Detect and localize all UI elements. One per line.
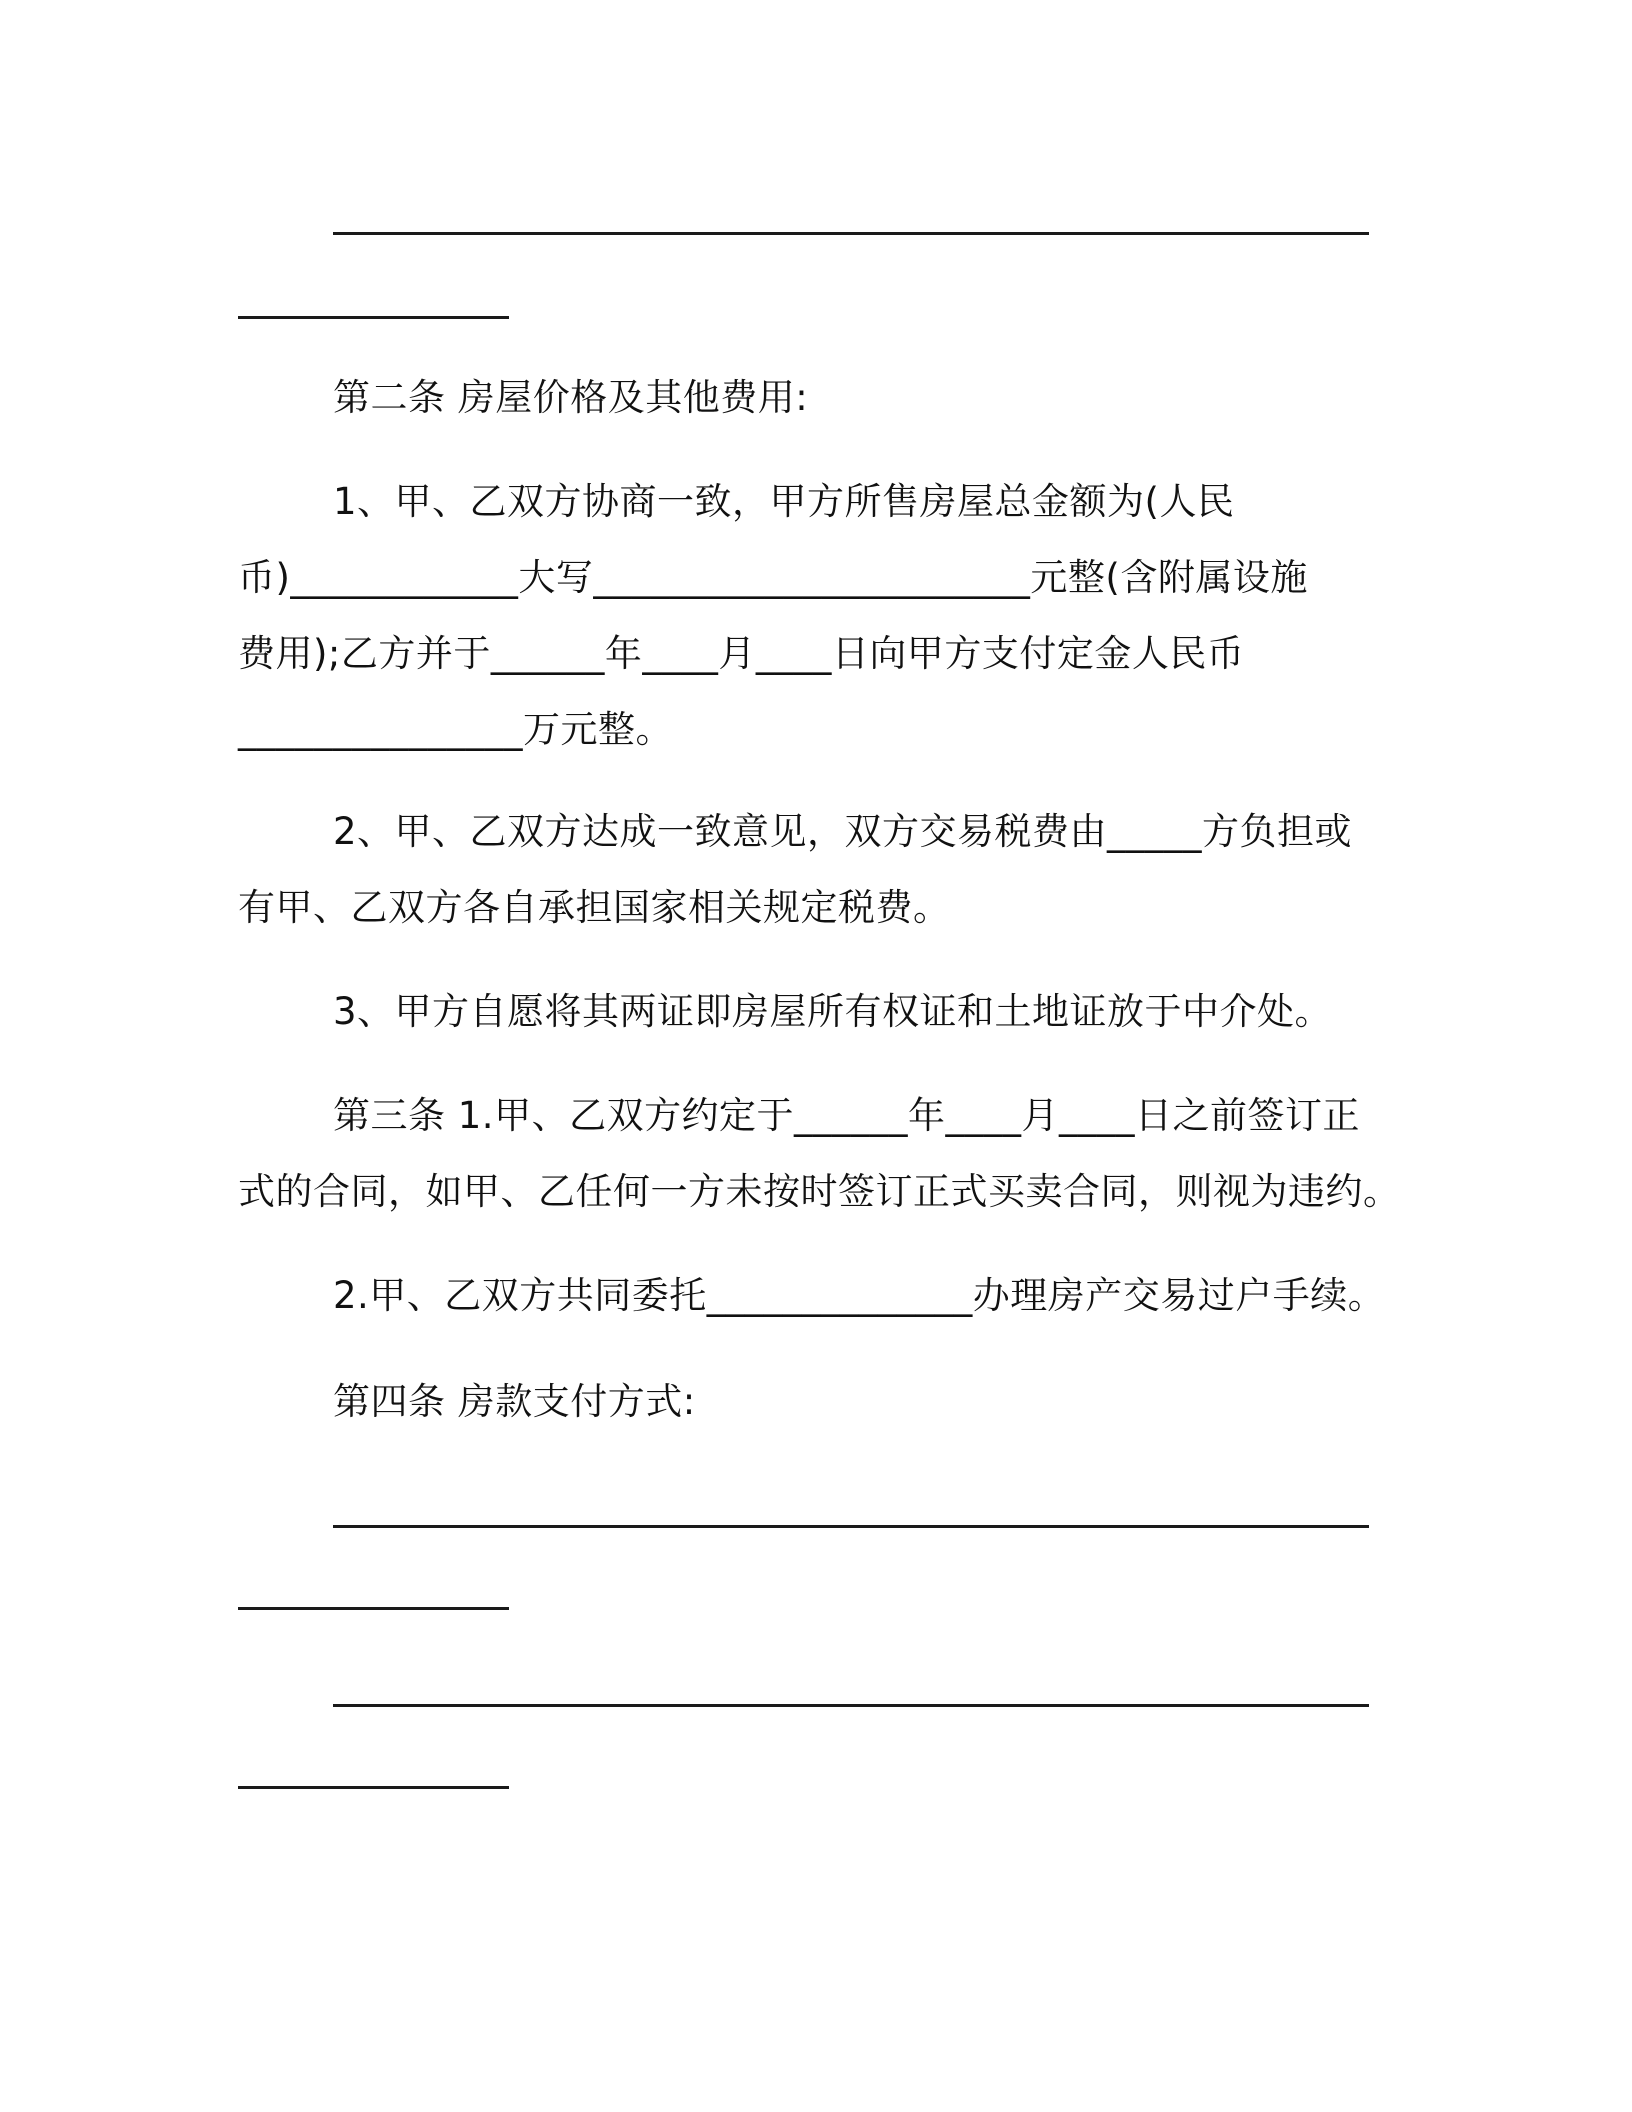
blank-line-1-short-text: [238, 290, 239, 301]
article3-line1: 第三条 1.甲、乙双方约定于______年____月____日之前签订正: [333, 1094, 1361, 1137]
article2-heading: 第二条 房屋价格及其他费用:: [333, 376, 809, 419]
article3-line2: 式的合同，如甲、乙任何一方未按时签订正式买卖合同，则视为违约。: [238, 1170, 1401, 1213]
article3-item2-line1: 2.甲、乙双方共同委托______________办理房产交易过户手续。: [333, 1274, 1386, 1317]
article2-item1-line1: 1、甲、乙双方协商一致，甲方所售房屋总金额为(人民: [333, 480, 1235, 523]
blank-line-3-short-text: [238, 1760, 239, 1771]
blank-line-short: [238, 1786, 509, 1789]
blank-line-3-long-text: [333, 1675, 334, 1686]
blank-line-long: [333, 1525, 1369, 1528]
article2-item1-line3: 费用);乙方并于______年____月____日向甲方支付定金人民币: [238, 632, 1245, 675]
blank-line-short: [238, 1607, 509, 1610]
article2-item1-line2: 币)____________大写_______________________元整(含附属设施: [238, 556, 1308, 599]
article2-item2-line1: 2、甲、乙双方达成一致意见，双方交易税费由_____方负担或: [333, 810, 1353, 853]
article2-item1-line4: _______________万元整。: [238, 708, 673, 751]
blank-line-short: [238, 316, 509, 319]
blank-line-2-short-text: [238, 1580, 239, 1591]
article2-item3-line1: 3、甲方自愿将其两证即房屋所有权证和土地证放于中介处。: [333, 990, 1333, 1033]
article2-item2-line2: 有甲、乙双方各自承担国家相关规定税费。: [238, 886, 951, 929]
blank-line-2-long-text: [333, 1495, 334, 1506]
article4-heading: 第四条 房款支付方式:: [333, 1380, 696, 1423]
blank-line-long: [333, 232, 1369, 235]
blank-line-long: [333, 1704, 1369, 1707]
blank-line-1-long-text: [333, 200, 334, 211]
